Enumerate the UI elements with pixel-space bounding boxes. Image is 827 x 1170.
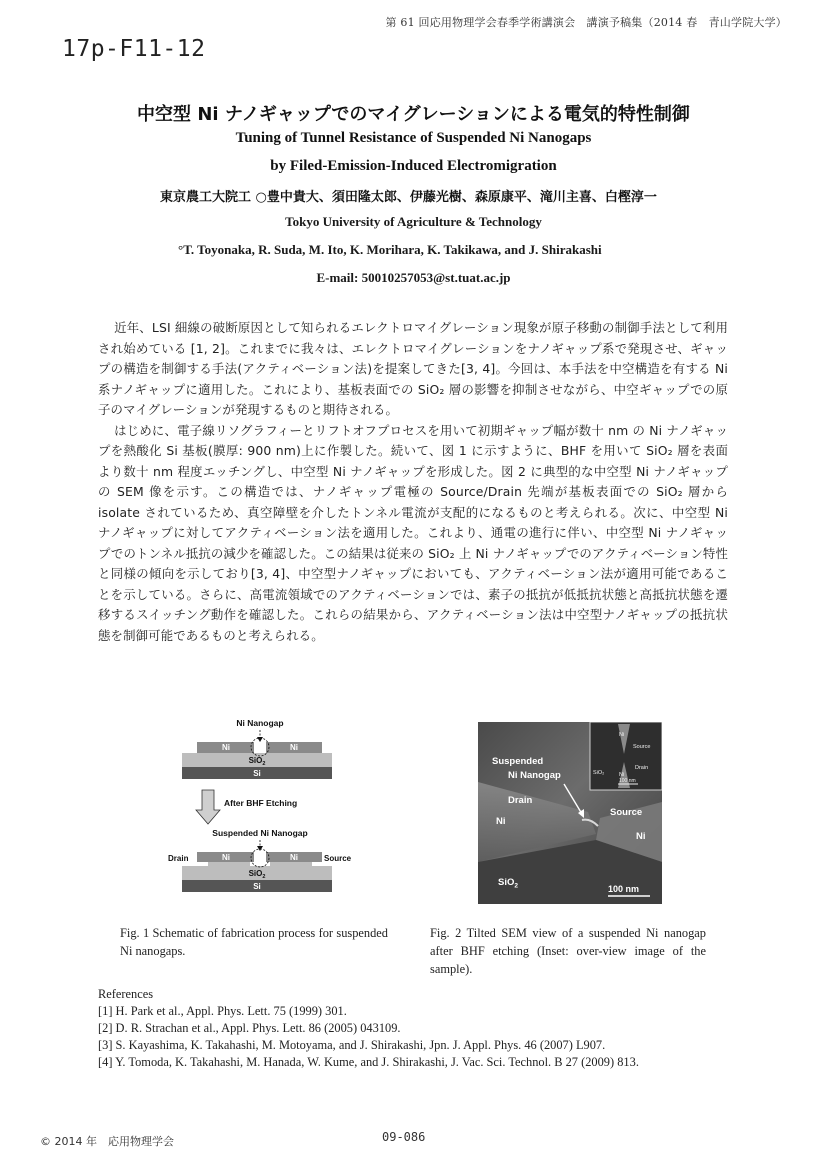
figure-1-schematic <box>160 712 360 912</box>
figure-2-caption: Fig. 2 Tilted SEM view of a suspended Ni nanogap after BHF etching (Inset: over-view image of the sample). <box>430 926 706 976</box>
body-text <box>98 318 728 646</box>
affiliation-english: Tokyo University of Agriculture & Technology <box>285 214 542 229</box>
sem-suspended-label-2: Ni Nanogap <box>508 770 561 781</box>
sem-ni-label-left: Ni <box>496 816 506 827</box>
reference-item: [2] D. R. Strachan et al., Appl. Phys. Lett. 86 (2005) 043109. <box>98 1021 401 1035</box>
reference-item: [1] H. Park et al., Appl. Phys. Lett. 75 (1999) 301. <box>98 1004 347 1018</box>
fig1-arrowhead-icon-2 <box>257 846 263 851</box>
fig1-source-label: Source <box>324 854 352 863</box>
sem-source-label: Source <box>610 807 643 818</box>
figure-1-caption: Fig. 1 Schematic of fabrication process for suspended Ni nanogaps. <box>120 926 388 958</box>
contact-email: E-mail: 50010257053@st.tuat.ac.jp <box>316 270 511 285</box>
references <box>98 986 778 1071</box>
footer-page-number: 09-086 <box>382 1130 426 1144</box>
figure-2-sem-image <box>478 722 662 904</box>
paper-id: 17p-F11-12 <box>62 36 206 62</box>
inset-scale-label: 100 nm <box>619 778 636 784</box>
inset-drain-label: Drain <box>635 765 649 771</box>
inset-source-label: Source <box>633 744 651 750</box>
reference-item: [4] Y. Tomoda, K. Takahashi, M. Hanada, W. Kume, and J. Shirakashi, J. Vac. Sci. Technol. B 27 (2009) 813. <box>98 1055 639 1069</box>
fig1-ni-text-right-1: Ni <box>290 743 298 752</box>
sem-ni-label-right: Ni <box>636 831 646 842</box>
fig1-etch-label: After BHF Etching <box>224 798 298 808</box>
body-paragraph-2: はじめに、電子線リソグラフィーとリフトオフプロセスを用いて初期ギャップ幅が数十 nm の Ni ナノギャップを熱酸化 Si 基板(膜厚: 900 nm)上に作製した。続いて、図 1 に示すように、BHF を用いて SiO₂ 層を表面より数十 nm 程度エッチングし、中空型 Ni ナノギャップを形成した。図 2 に典型的な中空型 Ni ナノギャップの SEM 像を示す。この構造では、ナノギャップ電極の Source/Drain 先端が基板表面での SiO₂ 層から isolate されているため、真空障壁を介したトンネル電流が支配的になるものと考えられる。次に、中空型 Ni ナノギャップに対してアクティベーション法を適用した。これより、通電の進行に伴い、中空型 Ni ナノギャップでのトンネル抵抗の減少を確認した。この結果は従来の SiO₂ 上 Ni ナノギャップでのアクティベーション特性と同様の傾向を示しており[3, 4]、中空型ナノギャップにおいても、アクティベーション法が適用可能であることを示している。さらに、高電流領域でのアクティベーションでは、素子の抵抗が低抵抗状態と高抵抗状態を遷移するスイッチング動作を確認した。これらの結果から、アクティベーション法は中空型ナノギャップの抵抗状態を制御可能であるものと考えられる。 <box>98 422 729 643</box>
title-japanese: 中空型 Ni ナノギャップでのマイグレーションによる電気的特性制御 <box>137 104 690 125</box>
fig1-ni-text-left-1: Ni <box>222 743 230 752</box>
fig1-sio2-pillar-right <box>270 862 312 866</box>
fig1-process-arrow-icon <box>196 790 220 824</box>
footer-copyright: © 2014 年 応用物理学会 <box>40 1135 174 1148</box>
conference-header: 第 61 回応用物理学会春季学術講演会 講演予稿集（2014 春 青山学院大学） <box>385 16 787 29</box>
fig1-sio2-text-2: SiO$_2$ <box>248 869 266 880</box>
title-english-line1: Tuning of Tunnel Resistance of Suspended Ni Nanogaps <box>235 130 592 146</box>
sem-scale-label: 100 nm <box>608 884 640 894</box>
fig1-label-nanogap: Ni Nanogap <box>236 718 284 728</box>
inset-sio2-label: SiO₂ <box>593 770 605 776</box>
fig1-si-text-2: Si <box>253 882 261 891</box>
fig1-sio2-pillar-left <box>208 862 250 866</box>
body-paragraph-1: 近年、LSI 細線の破断原因として知られるエレクトロマイグレーション現象が原子移動の制御手法として利用され始めている [1, 2]。これまでに我々は、エレクトロマイグレーションをナノギャップ系で発現させ、ギャップの構造を制御する手法(アクティベーション法)を提案してきた[3, 4]。今回は、本手法を中空構造を有する Ni 系ナノギャップに適用した。これにより、基板表面での SiO₂ 層の影響を抑制させながら、中空ギャップでの原子のマイグレーションが発現するものと期待される。 <box>98 320 728 417</box>
fig1-label-suspended: Suspended Ni Nanogap <box>212 828 308 838</box>
fig1-sio2-text-1: SiO$_2$ <box>248 756 266 767</box>
authors-japanese: 東京農工大院工 ○豊中貴大、須田隆太郎、伊藤光樹、森原康平、滝川主喜、白樫淳一 <box>160 190 657 205</box>
fig1-ni-text-left-2: Ni <box>222 853 230 862</box>
fig1-ni-text-right-2: Ni <box>290 853 298 862</box>
fig1-drain-label: Drain <box>168 854 189 863</box>
inset-ni-label: Ni <box>619 732 625 738</box>
authors-english: °T. Toyonaka, R. Suda, M. Ito, K. Morihara, K. Takikawa, and J. Shirakashi <box>178 242 602 257</box>
sem-sio2-label: SiO$_2$ <box>498 877 518 890</box>
inset-ni2-label: Ni <box>619 772 625 778</box>
title-english-line2: by Filed-Emission-Induced Electromigration <box>270 158 557 174</box>
references-heading: References <box>98 987 154 1001</box>
sem-suspended-label-1: Suspended <box>492 756 544 767</box>
reference-item: [3] S. Kayashima, K. Takahashi, M. Motoyama, and J. Shirakashi, Jpn. J. Appl. Phys. 46 (2007) L907. <box>98 1038 606 1052</box>
fig1-si-text-1: Si <box>253 769 261 778</box>
sem-drain-label: Drain <box>508 795 533 806</box>
